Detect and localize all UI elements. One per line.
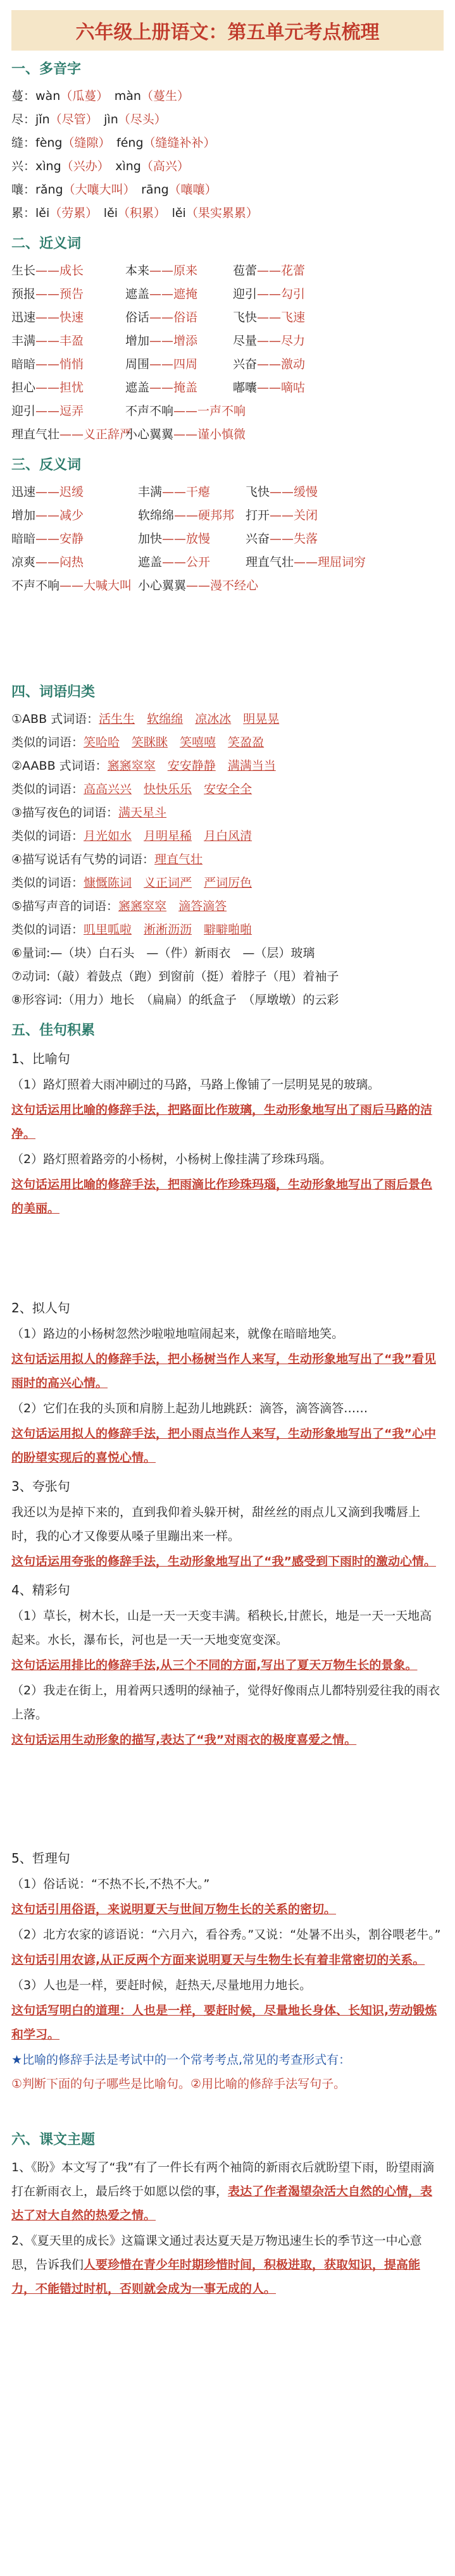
pinyin: jìn <box>104 113 118 126</box>
example-word: （大嚷大叫） <box>63 183 130 197</box>
word-answer: 迟缓 <box>59 485 84 499</box>
word-answer: 飞速 <box>281 311 306 324</box>
word-pair <box>11 504 138 527</box>
word: 加快 <box>138 532 163 546</box>
sentence-analysis: 这句话运用生动形象的描写,表达了“我”对雨衣的极度喜爱之情。 <box>11 1733 357 1747</box>
word-group-row <box>11 778 444 801</box>
example-word: （兴办） <box>61 159 104 173</box>
pinyin: jǐn <box>35 113 50 126</box>
word-pair <box>233 376 423 400</box>
antonym-list <box>11 481 444 598</box>
metaphor-sentences <box>11 1073 444 1221</box>
word-pair <box>233 283 423 306</box>
word-answer: 缓慢 <box>294 485 318 499</box>
pair-dash: —— <box>35 508 60 522</box>
word-pair-row <box>11 527 444 551</box>
example-word: （缝缝补补） <box>143 136 216 150</box>
example-word: （瓜蔓） <box>60 89 103 103</box>
group-word: 满天星斗 <box>118 806 167 820</box>
word-answer: 花蕾 <box>281 264 306 278</box>
word: 小心翼翼 <box>125 428 174 441</box>
pair-dash: —— <box>35 287 60 301</box>
group-word: 叽里呱啦 <box>84 923 132 937</box>
example-word: （嚷嚷） <box>168 183 217 197</box>
word-pair <box>125 400 246 423</box>
example-word: （尽管） <box>49 113 92 126</box>
word-group-row <box>11 708 444 731</box>
pair-dash: —— <box>59 428 84 441</box>
personification-sentences <box>11 1322 444 1470</box>
word-answer: 义正辞严 <box>84 428 132 441</box>
word: 遮盖 <box>138 555 163 569</box>
word-answer: 关闭 <box>294 508 318 522</box>
synonym-list <box>11 259 444 447</box>
theme-1-highlight: 表达了作者渴望杂活大自然的心情，表达了对大自然的热爱之情。 <box>11 2185 433 2222</box>
word: 迅速 <box>11 311 36 324</box>
word-pair <box>125 330 233 353</box>
sentence-analysis: 这句话运用比喻的修辞手法，把雨滴比作珍珠玛瑙，生动形象地写出了雨后景色的美丽。 <box>11 1178 433 1216</box>
pinyin: lěi <box>103 206 118 220</box>
star-note-1: ★比喻的修辞手法是考试中的一个常考考点,常见的考查形式有： <box>11 2053 351 2067</box>
word: 不声不响 <box>11 579 60 593</box>
word-answer: 快速 <box>59 311 84 324</box>
word: 不声不响 <box>125 404 174 418</box>
subheading-excellent: 4、精彩句 <box>11 1582 70 1598</box>
polyphone-char: 蔓： <box>11 89 36 103</box>
word: 苞蕾 <box>233 264 258 278</box>
sentence-analysis: 这句话运用夸张的修辞手法，生动形象地写出了“我”感受到下雨时的激动心情。 <box>11 1555 436 1568</box>
word-pair <box>11 376 125 400</box>
pair-dash: —— <box>35 485 60 499</box>
word-answer: 担忧 <box>59 381 84 395</box>
word: 丰满 <box>138 485 163 499</box>
word-answer: 嘀咕 <box>281 381 306 395</box>
example-word: （劳累） <box>49 206 92 220</box>
group-word: 笑嘻嘻 <box>180 736 216 749</box>
word: 软绵绵 <box>138 508 175 522</box>
word-answer: 失落 <box>294 532 318 546</box>
word-group-row <box>11 895 444 918</box>
section-heading-themes: 六、课文主题 <box>11 2132 96 2148</box>
word-answer: 勾引 <box>281 287 306 301</box>
pair-dash: —— <box>35 264 60 278</box>
word-pair <box>246 481 435 504</box>
pair-dash: —— <box>149 381 174 395</box>
word-answer: 俗语 <box>173 311 198 324</box>
word-answer: 原来 <box>173 264 198 278</box>
group-label: ⑤描写声音的词语： <box>11 899 119 913</box>
word: 飞快 <box>233 311 258 324</box>
pinyin: fèng <box>35 136 63 150</box>
pair-dash: —— <box>257 264 282 278</box>
group-word: 义正词严 <box>144 876 192 890</box>
pair-dash: —— <box>173 428 198 441</box>
group-word: 月光如水 <box>84 829 132 843</box>
theme-2-highlight: 人要珍惜在青少年时期珍惜时间，积极进取，获取知识，提高能力，不能错过时机，否则就会成为一事无成的人。 <box>11 2258 421 2296</box>
word-pair-row <box>11 330 444 353</box>
word-pair <box>138 574 259 598</box>
group-word: 噼噼啪啪 <box>204 923 252 937</box>
pinyin: xìng <box>35 159 61 173</box>
sentence-analysis: 这句话运用拟人的修辞手法，把小雨点当作人来写，生动形象地写出了“我”心中的盼望实现后的喜悦心情。 <box>11 1427 436 1465</box>
polyphone-list <box>11 85 444 225</box>
group-label: ②AABB 式词语： <box>11 759 108 773</box>
word-answer: 四周 <box>173 357 198 371</box>
pair-dash: —— <box>149 334 174 348</box>
polyphone-row <box>11 202 444 225</box>
group-label: 类似的词语： <box>11 923 84 937</box>
pair-dash: —— <box>173 404 198 418</box>
word-pair <box>138 481 246 504</box>
group-word: 活生生 <box>99 712 135 726</box>
pair-dash: —— <box>149 287 174 301</box>
word: 周围 <box>125 357 150 371</box>
word-pair <box>11 481 138 504</box>
polyphone-char: 缝： <box>11 136 36 150</box>
word-group-row <box>11 801 444 825</box>
polyphone-row <box>11 155 444 178</box>
group-word: 凉冰冰 <box>195 712 232 726</box>
pair-dash: —— <box>162 532 187 546</box>
word-pair <box>11 306 125 330</box>
sentence: （3）人也是一样，要赶时候，赶热天,尽量地用力地长。 <box>11 1978 312 1992</box>
word-answer: 逗弄 <box>59 404 84 418</box>
subheading-metaphor: 1、比喻句 <box>11 1051 70 1066</box>
group-word: 软绵绵 <box>147 712 184 726</box>
word-pair <box>11 423 132 447</box>
word: 本来 <box>125 264 150 278</box>
word-answer: 公开 <box>186 555 211 569</box>
word-pair <box>233 259 423 283</box>
pair-dash: —— <box>149 264 174 278</box>
sentence-analysis: 这句话运用排比的修辞手法,从三个不同的方面,写出了夏天万物生长的景象。 <box>11 1658 418 1672</box>
theme-2-text: 2、《夏天里的成长》这篇课文通过表达夏天是万物迅速生长的季节这一中心意思，告诉我们 <box>11 2234 422 2272</box>
subheading-exaggeration: 3、夸张句 <box>11 1479 70 1494</box>
group-word: 满满当当 <box>227 759 276 773</box>
word: 暗暗 <box>11 532 36 546</box>
word: 丰满 <box>11 334 36 348</box>
word-group-row <box>11 731 444 755</box>
sentence-analysis: 这句话运用比喻的修辞手法，把路面比作玻璃，生动形象地写出了雨后马路的洁净。 <box>11 1103 433 1141</box>
word: 迎引 <box>11 404 36 418</box>
word-answer: 谨小慎微 <box>197 428 246 441</box>
group-word: 月明星稀 <box>144 829 192 843</box>
example-word: （果实累累） <box>185 206 258 220</box>
sentence-analysis: 这句话运用拟人的修辞手法，把小杨树当作人来写，生动形象地写出了“我”看见雨时的高兴心情。 <box>11 1352 436 1390</box>
subheading-personification: 2、拟人句 <box>11 1300 70 1316</box>
pair-dash: —— <box>149 311 174 324</box>
philosophy-sentences <box>11 1872 444 2047</box>
theme-paragraph-2 <box>11 2229 444 2301</box>
group-word: 月白风清 <box>204 829 252 843</box>
sentence: （1）路灯照着大雨冲刷过的马路，马路上像铺了一层明晃晃的玻璃。 <box>11 1078 380 1092</box>
word-answer: 一声不响 <box>197 404 246 418</box>
word-group-row <box>11 872 444 895</box>
example-word: （高兴） <box>140 159 189 173</box>
group-label: 类似的词语： <box>11 829 84 843</box>
pinyin: lěi <box>171 206 186 220</box>
sentence: （2）北方农家的谚语说：“六月六，看谷秀。”又说：“处暑不出头，割谷喂老牛。” <box>11 1928 441 1942</box>
word-group-row <box>11 825 444 848</box>
word-pair <box>125 283 233 306</box>
polyphone-char: 尽： <box>11 113 36 126</box>
pair-dash: —— <box>35 311 60 324</box>
section-heading-sentences: 五、佳句积累 <box>11 1023 96 1038</box>
word-pair-row <box>11 376 444 400</box>
pinyin: màn <box>114 89 141 103</box>
word-answer: 大喊大叫 <box>84 579 132 593</box>
word-pair-row <box>11 259 444 283</box>
adjectives: ⑧形容词:（用力）地长 （扁扁）的纸盒子 （厚墩墩）的云彩 <box>11 993 339 1007</box>
word-answer: 悄悄 <box>59 357 84 371</box>
word-answer: 放慢 <box>186 532 211 546</box>
group-word: 笑哈哈 <box>84 736 120 749</box>
sentence: （2）我走在街上，用着两只透明的绿袖子，觉得好像雨点儿都特别爱往我的雨衣上落。 <box>11 1684 440 1722</box>
word-pair <box>233 330 423 353</box>
word-pair <box>138 551 246 574</box>
pair-dash: —— <box>149 357 174 371</box>
section-heading-polyphones: 一、多音字 <box>11 61 82 77</box>
pair-dash: —— <box>186 579 211 593</box>
pair-dash: —— <box>162 555 187 569</box>
sentence-analysis: 这句话引用农谚,从正反两个方面来说明夏天与生物生长有着非常密切的关系。 <box>11 1953 425 1967</box>
word-pair <box>233 306 423 330</box>
group-word: 窸窸窣窣 <box>107 759 156 773</box>
word-pair-row <box>11 574 444 598</box>
word-pair-row <box>11 423 444 447</box>
section-heading-word-groups: 四、词语归类 <box>11 684 96 700</box>
excellent-sentences <box>11 1604 444 1752</box>
word-answer: 闷热 <box>59 555 84 569</box>
word-pair <box>11 330 125 353</box>
word-pair <box>11 527 138 551</box>
word-group-row <box>11 918 444 942</box>
sentence: 我还以为是掉下来的，直到我仰着头躲开树，甜丝丝的雨点儿又滴到我嘴唇上时，我的心才又像要从嗓子里蹦出来一样。 <box>11 1505 421 1543</box>
word: 迎引 <box>233 287 258 301</box>
pair-dash: —— <box>162 485 187 499</box>
word: 遮盖 <box>125 287 150 301</box>
word: 兴奋 <box>246 532 270 546</box>
sentence: （2）路灯照着路旁的小杨树，小杨树上像挂满了珍珠玛瑙。 <box>11 1152 332 1166</box>
group-word: 严词厉色 <box>204 876 252 890</box>
word-answer: 丰盈 <box>59 334 84 348</box>
word-pair <box>246 551 435 574</box>
pinyin: xìng <box>115 159 141 173</box>
group-word: 淅淅沥沥 <box>144 923 192 937</box>
pair-dash: —— <box>257 381 282 395</box>
pair-dash: —— <box>35 555 60 569</box>
word: 暗暗 <box>11 357 36 371</box>
group-word: 滴答滴答 <box>178 899 227 913</box>
word: 打开 <box>246 508 270 522</box>
word-pair-row <box>11 400 444 423</box>
group-label: ④描写说话有气势的词语： <box>11 853 155 866</box>
sentence: （1）路边的小杨树忽然沙啦啦地喧闹起来，就像在暗暗地笑。 <box>11 1327 344 1341</box>
word-pair <box>246 504 435 527</box>
verbs: ⑦动词:（敲）着鼓点（跑）到窗前（挺）着脖子（甩）着袖子 <box>11 970 339 983</box>
pinyin: wàn <box>35 89 61 103</box>
pair-dash: —— <box>270 508 294 522</box>
word-pair-row <box>11 353 444 376</box>
word-group-row <box>11 848 444 872</box>
pair-dash: —— <box>35 381 60 395</box>
word-answer: 硬邦邦 <box>198 508 235 522</box>
group-label: ③描写夜色的词语： <box>11 806 119 820</box>
pair-dash: —— <box>257 287 282 301</box>
pair-dash: —— <box>270 485 294 499</box>
pair-dash: —— <box>35 532 60 546</box>
word-answer: 理屈词穷 <box>318 555 366 569</box>
word-group-list <box>11 708 444 942</box>
polyphone-row <box>11 85 444 108</box>
word-answer: 减少 <box>59 508 84 522</box>
word-answer: 安静 <box>59 532 84 546</box>
example-word: （缝隙） <box>62 136 105 150</box>
word-pair <box>138 504 246 527</box>
word: 尽量 <box>233 334 258 348</box>
pair-dash: —— <box>174 508 199 522</box>
group-label: 类似的词语： <box>11 876 84 890</box>
sentence: （2）它们在我的头顶和肩膀上起劲儿地跳跃：滴答，滴答滴答…… <box>11 1402 368 1415</box>
word-answer: 预告 <box>59 287 84 301</box>
pinyin: féng <box>116 136 144 150</box>
word-pair <box>138 527 246 551</box>
pair-dash: —— <box>257 357 282 371</box>
group-label: ①ABB 式词语： <box>11 712 99 726</box>
polyphone-char: 兴： <box>11 159 36 173</box>
measure-words: ⑥量词:—（块）白石头 —（件）新雨衣 —（层）玻璃 <box>11 946 315 960</box>
word-pair <box>125 259 233 283</box>
word-answer: 遮掩 <box>173 287 198 301</box>
polyphone-char: 累： <box>11 206 36 220</box>
word-answer: 尽力 <box>281 334 306 348</box>
polyphone-row <box>11 178 444 202</box>
group-word: 安安静静 <box>167 759 216 773</box>
word-pair <box>246 527 435 551</box>
word-pair <box>11 400 125 423</box>
section-heading-synonyms: 二、近义词 <box>11 236 82 252</box>
word-answer: 干瘪 <box>186 485 211 499</box>
group-word: 笑眯眯 <box>132 736 168 749</box>
word: 遮盖 <box>125 381 150 395</box>
pair-dash: —— <box>35 334 60 348</box>
group-word: 高高兴兴 <box>84 782 132 796</box>
example-word: （积累） <box>118 206 160 220</box>
sentence-analysis: 这句话写明白的道理：人也是一样，要赶时候，尽量地长身体、长知识,劳动锻炼和学习。 <box>11 2004 437 2042</box>
word-pair-row <box>11 504 444 527</box>
word-answer: 漫不经心 <box>210 579 259 593</box>
example-word: （尽头） <box>118 113 166 126</box>
pinyin: rǎng <box>35 183 63 197</box>
sentence-analysis: 这句话引用俗语，来说明夏天与世间万物生长的关系的密切。 <box>11 1902 337 1916</box>
group-word: 笑盈盈 <box>228 736 265 749</box>
word: 迅速 <box>11 485 36 499</box>
word: 嘟囔 <box>233 381 258 395</box>
word: 俗话 <box>125 311 150 324</box>
word-pair-row <box>11 306 444 330</box>
word: 担心 <box>11 381 36 395</box>
sentence: （1）俗话说：“不热不长,不热不大。” <box>11 1877 210 1891</box>
pair-dash: —— <box>257 334 282 348</box>
word-pair <box>11 574 138 598</box>
pair-dash: —— <box>59 579 84 593</box>
word-pair <box>11 283 125 306</box>
word: 兴奋 <box>233 357 258 371</box>
pair-dash: —— <box>35 357 60 371</box>
pair-dash: —— <box>294 555 318 569</box>
polyphone-row <box>11 132 444 155</box>
theme-paragraph-1 <box>11 2155 444 2228</box>
word-answer: 掩盖 <box>173 381 198 395</box>
star-note-2: ①判断下面的句子哪些是比喻句。②用比喻的修辞手法写句子。 <box>11 2077 346 2091</box>
section-heading-antonyms: 三、反义词 <box>11 457 82 473</box>
word-answer: 成长 <box>59 264 84 278</box>
group-word: 窸窸窣窣 <box>118 899 167 913</box>
page-title: 六年级上册语文：第五单元考点梳理 <box>11 10 444 51</box>
word-pair <box>233 353 423 376</box>
pair-dash: —— <box>35 404 60 418</box>
group-word: 快快乐乐 <box>144 782 192 796</box>
word: 小心翼翼 <box>138 579 187 593</box>
word-group-row <box>11 755 444 778</box>
pair-dash: —— <box>270 532 294 546</box>
exaggeration-sentences <box>11 1500 444 1574</box>
word-pair <box>125 306 233 330</box>
example-word: （蔓生） <box>140 89 189 103</box>
word: 增加 <box>11 508 36 522</box>
word: 生长 <box>11 264 36 278</box>
word-pair <box>11 551 138 574</box>
word-pair-row <box>11 481 444 504</box>
group-label: 类似的词语： <box>11 736 84 749</box>
word-answer: 增添 <box>173 334 198 348</box>
word-answer: 激动 <box>281 357 306 371</box>
group-word: 慷慨陈词 <box>84 876 132 890</box>
sentence: （1）草长，树木长，山是一天一天变丰满。稻秧长,甘蔗长，地是一天一天地高起来。水长，瀑布长，河也是一天一天地变宽变深。 <box>11 1609 432 1647</box>
word-pair <box>11 259 125 283</box>
word: 飞快 <box>246 485 270 499</box>
group-word: 安安全全 <box>204 782 252 796</box>
subheading-philosophy: 5、哲理句 <box>11 1851 70 1866</box>
word-pair-row <box>11 283 444 306</box>
word-pair <box>125 376 233 400</box>
word: 预报 <box>11 287 36 301</box>
word: 增加 <box>125 334 150 348</box>
group-word: 明晃晃 <box>243 712 280 726</box>
pinyin: lěi <box>35 206 50 220</box>
word-pair-row <box>11 551 444 574</box>
polyphone-char: 嚷： <box>11 183 36 197</box>
group-word: 理直气壮 <box>154 853 203 866</box>
word-pair <box>125 353 233 376</box>
word: 理直气壮 <box>11 428 60 441</box>
pair-dash: —— <box>257 311 282 324</box>
word-pair <box>125 423 246 447</box>
pinyin: rāng <box>141 183 169 197</box>
word-pair <box>11 353 125 376</box>
group-label: 类似的词语： <box>11 782 84 796</box>
word: 凉爽 <box>11 555 36 569</box>
polyphone-row <box>11 108 444 132</box>
theme-1-text: 1、《盼》本文写了“我”有了一件长有两个袖筒的新雨衣后就盼望下雨，盼望雨滴打在新雨衣上，最后终于如愿以偿的事， <box>11 2160 435 2198</box>
word: 理直气壮 <box>246 555 294 569</box>
